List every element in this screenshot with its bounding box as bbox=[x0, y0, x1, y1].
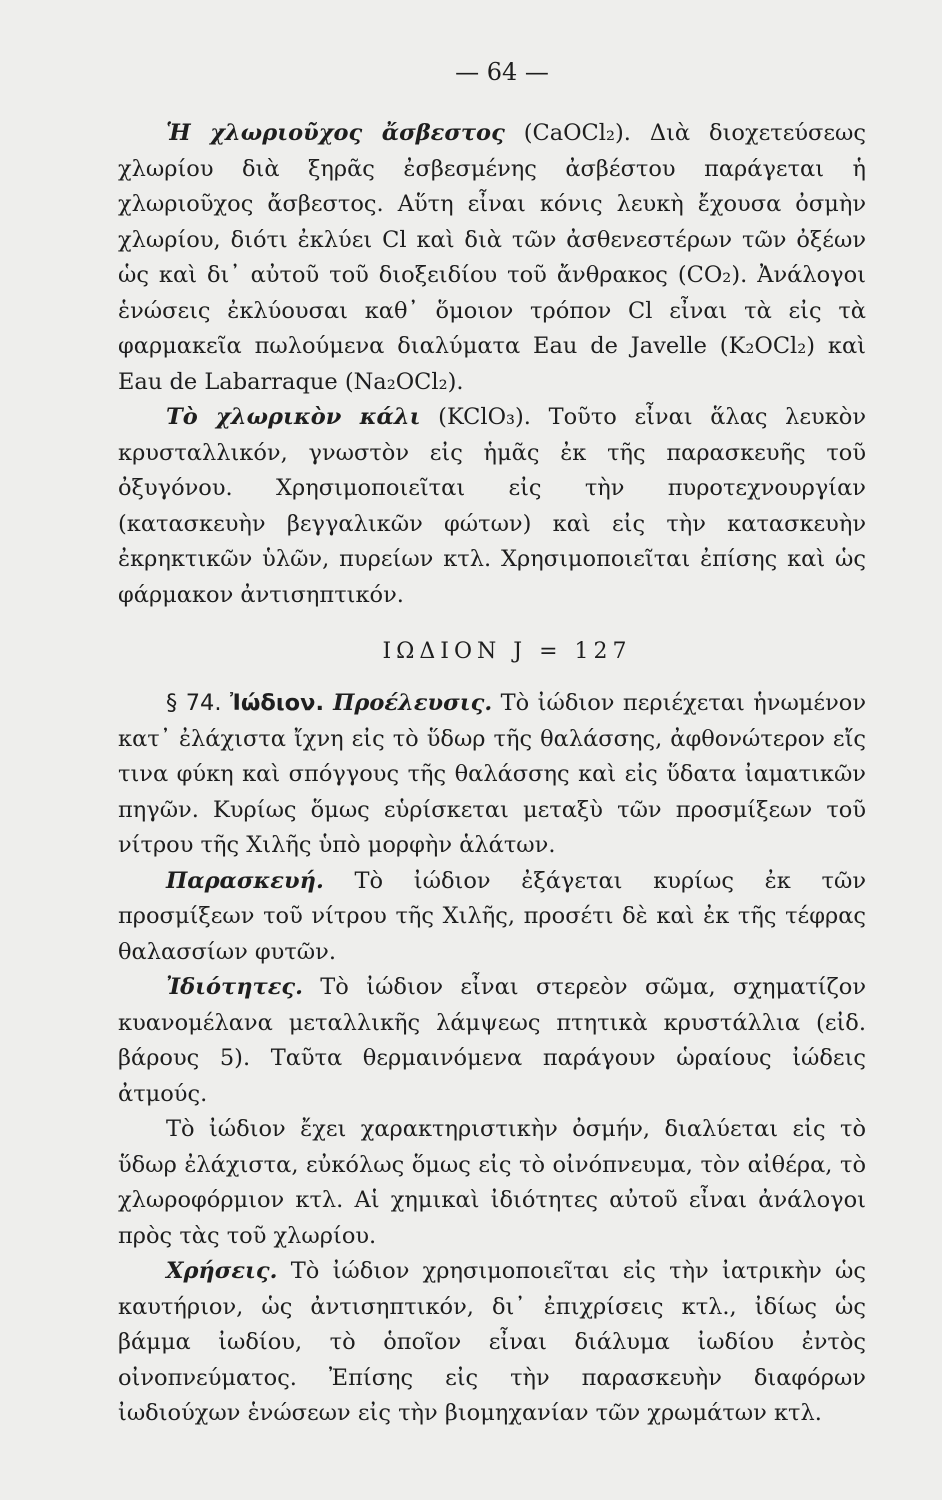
paragraph-uses bbox=[118, 1254, 866, 1432]
paragraph-heading: Τὸ χλωρικὸν κάλι bbox=[166, 404, 421, 430]
paragraph-text: Τὸ ἰώδιον χρησιμοποιεῖται εἰς τὴν ἰατρικὴν ὡς καυτήριον, ὡς ἀντισηπτικόν, δι᾿ ἐπιχρίσεις κτλ., ἰδίως ὡς βάμμα ἰωδίου, τὸ ὁποῖον εἶναι διάλυμα ἰωδίου ἐντὸς οἰνοπνεύματος. Ἐπίσης εἰς τὴν παρασκευὴν διαφόρων ἰωδιούχων ἑνώσεων εἰς τὴν βιομηχανίαν τῶν χρωμάτων κτλ. bbox=[118, 1258, 866, 1426]
paragraph-text: Τὸ ἰώδιον εἶναι στερεὸν σῶμα, σχηματίζον κυανομέλανα μεταλλικῆς λάμψεως πτητικὰ κρυστάλλια (εἰδ. βάρους 5). Ταῦτα θερμαινόμενα παράγουν ὡραίους ἰώδεις ἀτμούς. bbox=[118, 974, 866, 1107]
paragraph-potassium-chlorate bbox=[118, 400, 866, 613]
paragraph-text: Τὸ ἰώδιον περιέχεται ἡνωμένον κατ᾿ ἐλάχιστα ἴχνη εἰς τὸ ὕδωρ τῆς θαλάσσης, ἀφθονώτερον εἴς τινα φύκη καὶ σπόγγους τῆς θαλάσσης καὶ εἰς ὕδατα ἰαματικῶν πηγῶν. Κυρίως ὅμως εὑρίσκεται μεταξὺ τῶν προσμίξεων τοῦ νίτρου τῆς Χιλῆς ὑπὸ μορφὴν ἁλάτων. bbox=[118, 690, 866, 858]
paragraph-calcium-hypochlorite bbox=[118, 116, 866, 400]
paragraph-text: Τὸ ἰώδιον ἔχει χαρακτηριστικὴν ὀσμήν, διαλύεται εἰς τὸ ὕδωρ ἐλάχιστα, εὐκόλως ὅμως εἰς τὸ οἰνόπνευμα, τὸν αἰθέρα, τὸ χλωροφόρμιον κτλ. Αἱ χημικαὶ ἰδιότητες αὐτοῦ εἶναι ἀνάλογοι πρὸς τὰς τοῦ χλωρίου. bbox=[118, 1116, 866, 1249]
paragraph-heading: Ἰδιότητες. bbox=[166, 974, 303, 1000]
paragraph-text: (CaOCl₂). Διὰ διοχετεύσεως χλωρίου διὰ ξηρᾶς ἐσβεσμένης ἀσβέστου παράγεται ἡ χλωριοῦχος ἄσβεστος. Αὕτη εἶναι κόνις λευκὴ ἔχουσα ὀσμὴν χλωρίου, διότι ἐκλύει Cl καὶ διὰ τῶν ἀσθενεστέρων τῶν ὀξέων ὡς καὶ δι᾿ αὐτοῦ τοῦ διοξειδίου τοῦ ἄνθρακος (CO₂). Ἀνάλογοι ἑνώσεις ἐκλύουσαι καθ᾿ ὅμοιον τρόπον Cl εἶναι τὰ εἰς τὰ φαρμακεῖα πωλούμενα διαλύματα Eau de Javelle (K₂OCl₂) καὶ Eau de Labarraque (Na₂OCl₂). bbox=[118, 120, 866, 395]
paragraph-text: Τὸ ἰώδιον ἐξάγεται κυρίως ἐκ τῶν προσμίξεων τοῦ νίτρου τῆς Χιλῆς, προσέτι δὲ καὶ ἐκ τῆς τέφρας θαλασσίων φυτῶν. bbox=[118, 867, 866, 965]
paragraph-properties-continued bbox=[118, 1112, 866, 1254]
paragraph-heading: Παρασκευή. bbox=[166, 867, 324, 894]
paragraph-heading: Ἡ χλωριοῦχος ἄσβεστος bbox=[166, 120, 505, 146]
paragraph-origin bbox=[118, 686, 866, 864]
paragraph-preparation bbox=[118, 864, 866, 971]
section-number: § 74. bbox=[166, 690, 230, 716]
section-name: Ἰώδιον. bbox=[230, 690, 324, 716]
paragraph-text: (KClO₃). Τοῦτο εἶναι ἅλας λευκὸν κρυσταλλικόν, γνωστὸν εἰς ἡμᾶς ἐκ τῆς παρασκευῆς τοῦ ὀξυγόνου. Χρησιμοποιεῖται εἰς τὴν πυροτεχνουργίαν (κατασκευὴν βεγγαλικῶν φώτων) καὶ εἰς τὴν κατασκευὴν ἐκρηκτικῶν ὑλῶν, πυρείων κτλ. Χρησιμοποιεῖται ἐπίσης καὶ ὡς φάρμακον ἀντισηπτικόν. bbox=[118, 404, 866, 608]
paragraph-heading: Χρήσεις. bbox=[166, 1258, 278, 1284]
paragraph-heading: Προέλευσις. bbox=[324, 690, 493, 716]
section-title: ΙΩΔΙΟΝ J = 127 bbox=[382, 639, 632, 664]
page-number: — 64 — bbox=[455, 58, 549, 86]
paragraph-properties bbox=[118, 970, 866, 1112]
